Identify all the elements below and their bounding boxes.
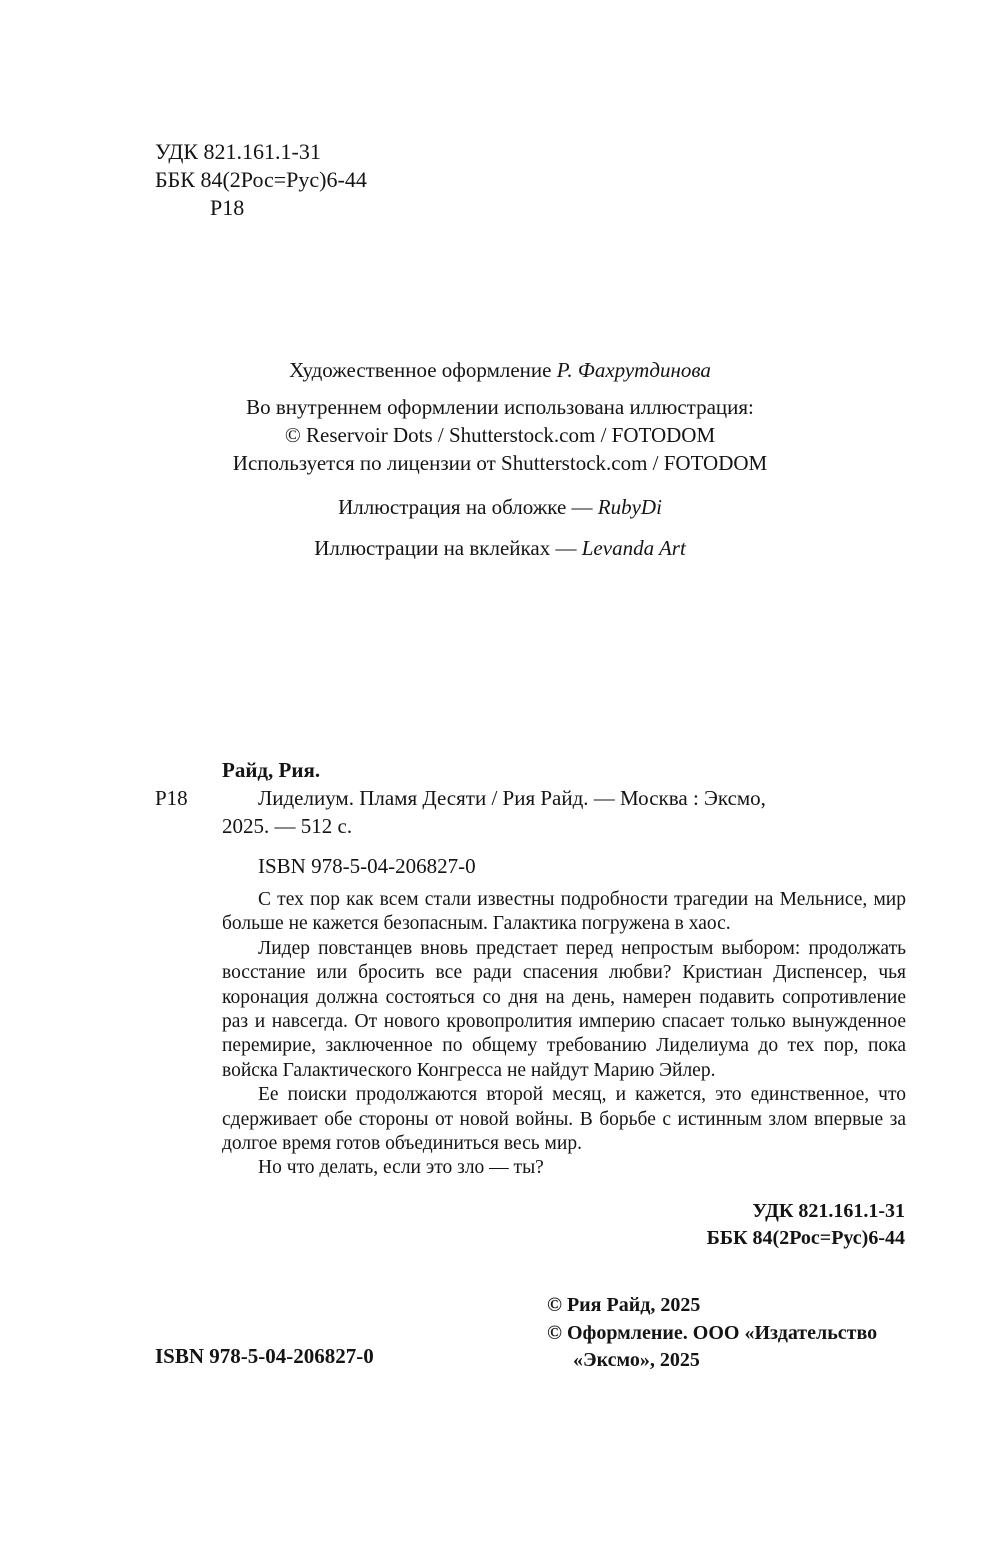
catalog-author: Райд, Рия. bbox=[222, 758, 321, 782]
catalog-title bbox=[222, 784, 891, 840]
plates-artist-name: Levanda Art bbox=[581, 536, 686, 560]
bbk-code: ББК 84(2Рос=Рус)6-44 bbox=[155, 167, 367, 192]
isbn-text: ISBN 978-5-04-206827-0 bbox=[258, 854, 476, 878]
footer-udk-code: УДК 821.161.1-31 bbox=[752, 1200, 905, 1222]
copyright-publisher-cont: «Эксмо», 2025 bbox=[573, 1349, 700, 1371]
bottom-isbn-text: ISBN 978-5-04-206827-0 bbox=[155, 1344, 374, 1368]
art-design-label: Художественное оформление bbox=[289, 358, 557, 382]
footer-classification-block bbox=[155, 1198, 905, 1252]
annotation-paragraph: Но что делать, если это зло — ты? bbox=[258, 1157, 544, 1179]
plates-credit-label: Иллюстрации на вклейках — bbox=[314, 536, 582, 560]
annotation-paragraph: С тех пор как всем стали известны подробности трагедии на Мельнисе, мир больше не кажется безопасным. Галактика погружена в хаос. bbox=[222, 889, 906, 935]
author-sign-code: Р18 bbox=[210, 195, 245, 220]
license-note: Используется по лицензии от Shutterstock.com / FOTODOM bbox=[232, 451, 768, 475]
art-design-credit bbox=[125, 356, 875, 384]
cover-artist-name: RubyDi bbox=[597, 495, 662, 519]
annotation-paragraph: Лидер повстанцев вновь предстает перед непростым выбором: продолжать восстание или бросить все ради спасения любви? Кристиан Диспенсер, чья коронация должна состояться со дня на день, намерен подавить сопротивление раз и навсегда. От нового кровопролития империю спасает только вынужденное перемирие, заключенное по общему требованию Лиделиума до тех пор, пока войска Галактического Конгресса не найдут Марию Эйлер. bbox=[222, 937, 906, 1081]
cover-credit-label: Иллюстрация на обложке — bbox=[338, 495, 598, 519]
illustration-copyright-line: © Reservoir Dots / Shutterstock.com / FOTODOM bbox=[284, 423, 716, 447]
copyright-author-line: © Рия Райд, 2025 bbox=[547, 1294, 701, 1316]
udk-code: УДК 821.161.1-31 bbox=[155, 139, 321, 164]
art-designer-name: Р. Фахрутдинова bbox=[556, 358, 711, 382]
cover-illustration-credit bbox=[125, 493, 875, 521]
catalog-title-line1: Лиделиум. Пламя Десяти / Рия Райд. — Москва : Эксмо, bbox=[258, 786, 766, 810]
classification-block bbox=[155, 138, 367, 222]
catalog-code: Р18 bbox=[155, 786, 188, 810]
interior-illustration-note: Во внутреннем оформлении использована иллюстрация: bbox=[246, 395, 754, 419]
plates-illustration-credit bbox=[125, 534, 875, 562]
credits-block bbox=[125, 356, 875, 562]
annotation-block bbox=[222, 888, 906, 1181]
annotation-paragraph: Ее поиски продолжаются второй месяц, и кажется, это единственное, что сдерживает обе стороны от новой войны. В борьбе с истинным злом впервые за долгое время готов объединиться весь мир. bbox=[222, 1084, 906, 1155]
copyright-block bbox=[547, 1292, 877, 1375]
copyright-publisher-line: © Оформление. ООО «Издательство bbox=[547, 1321, 878, 1344]
catalog-entry bbox=[155, 756, 891, 840]
catalog-title-line2: 2025. — 512 с. bbox=[222, 814, 353, 838]
footer-bbk-code: ББК 84(2Рос=Рус)6-44 bbox=[706, 1227, 905, 1249]
